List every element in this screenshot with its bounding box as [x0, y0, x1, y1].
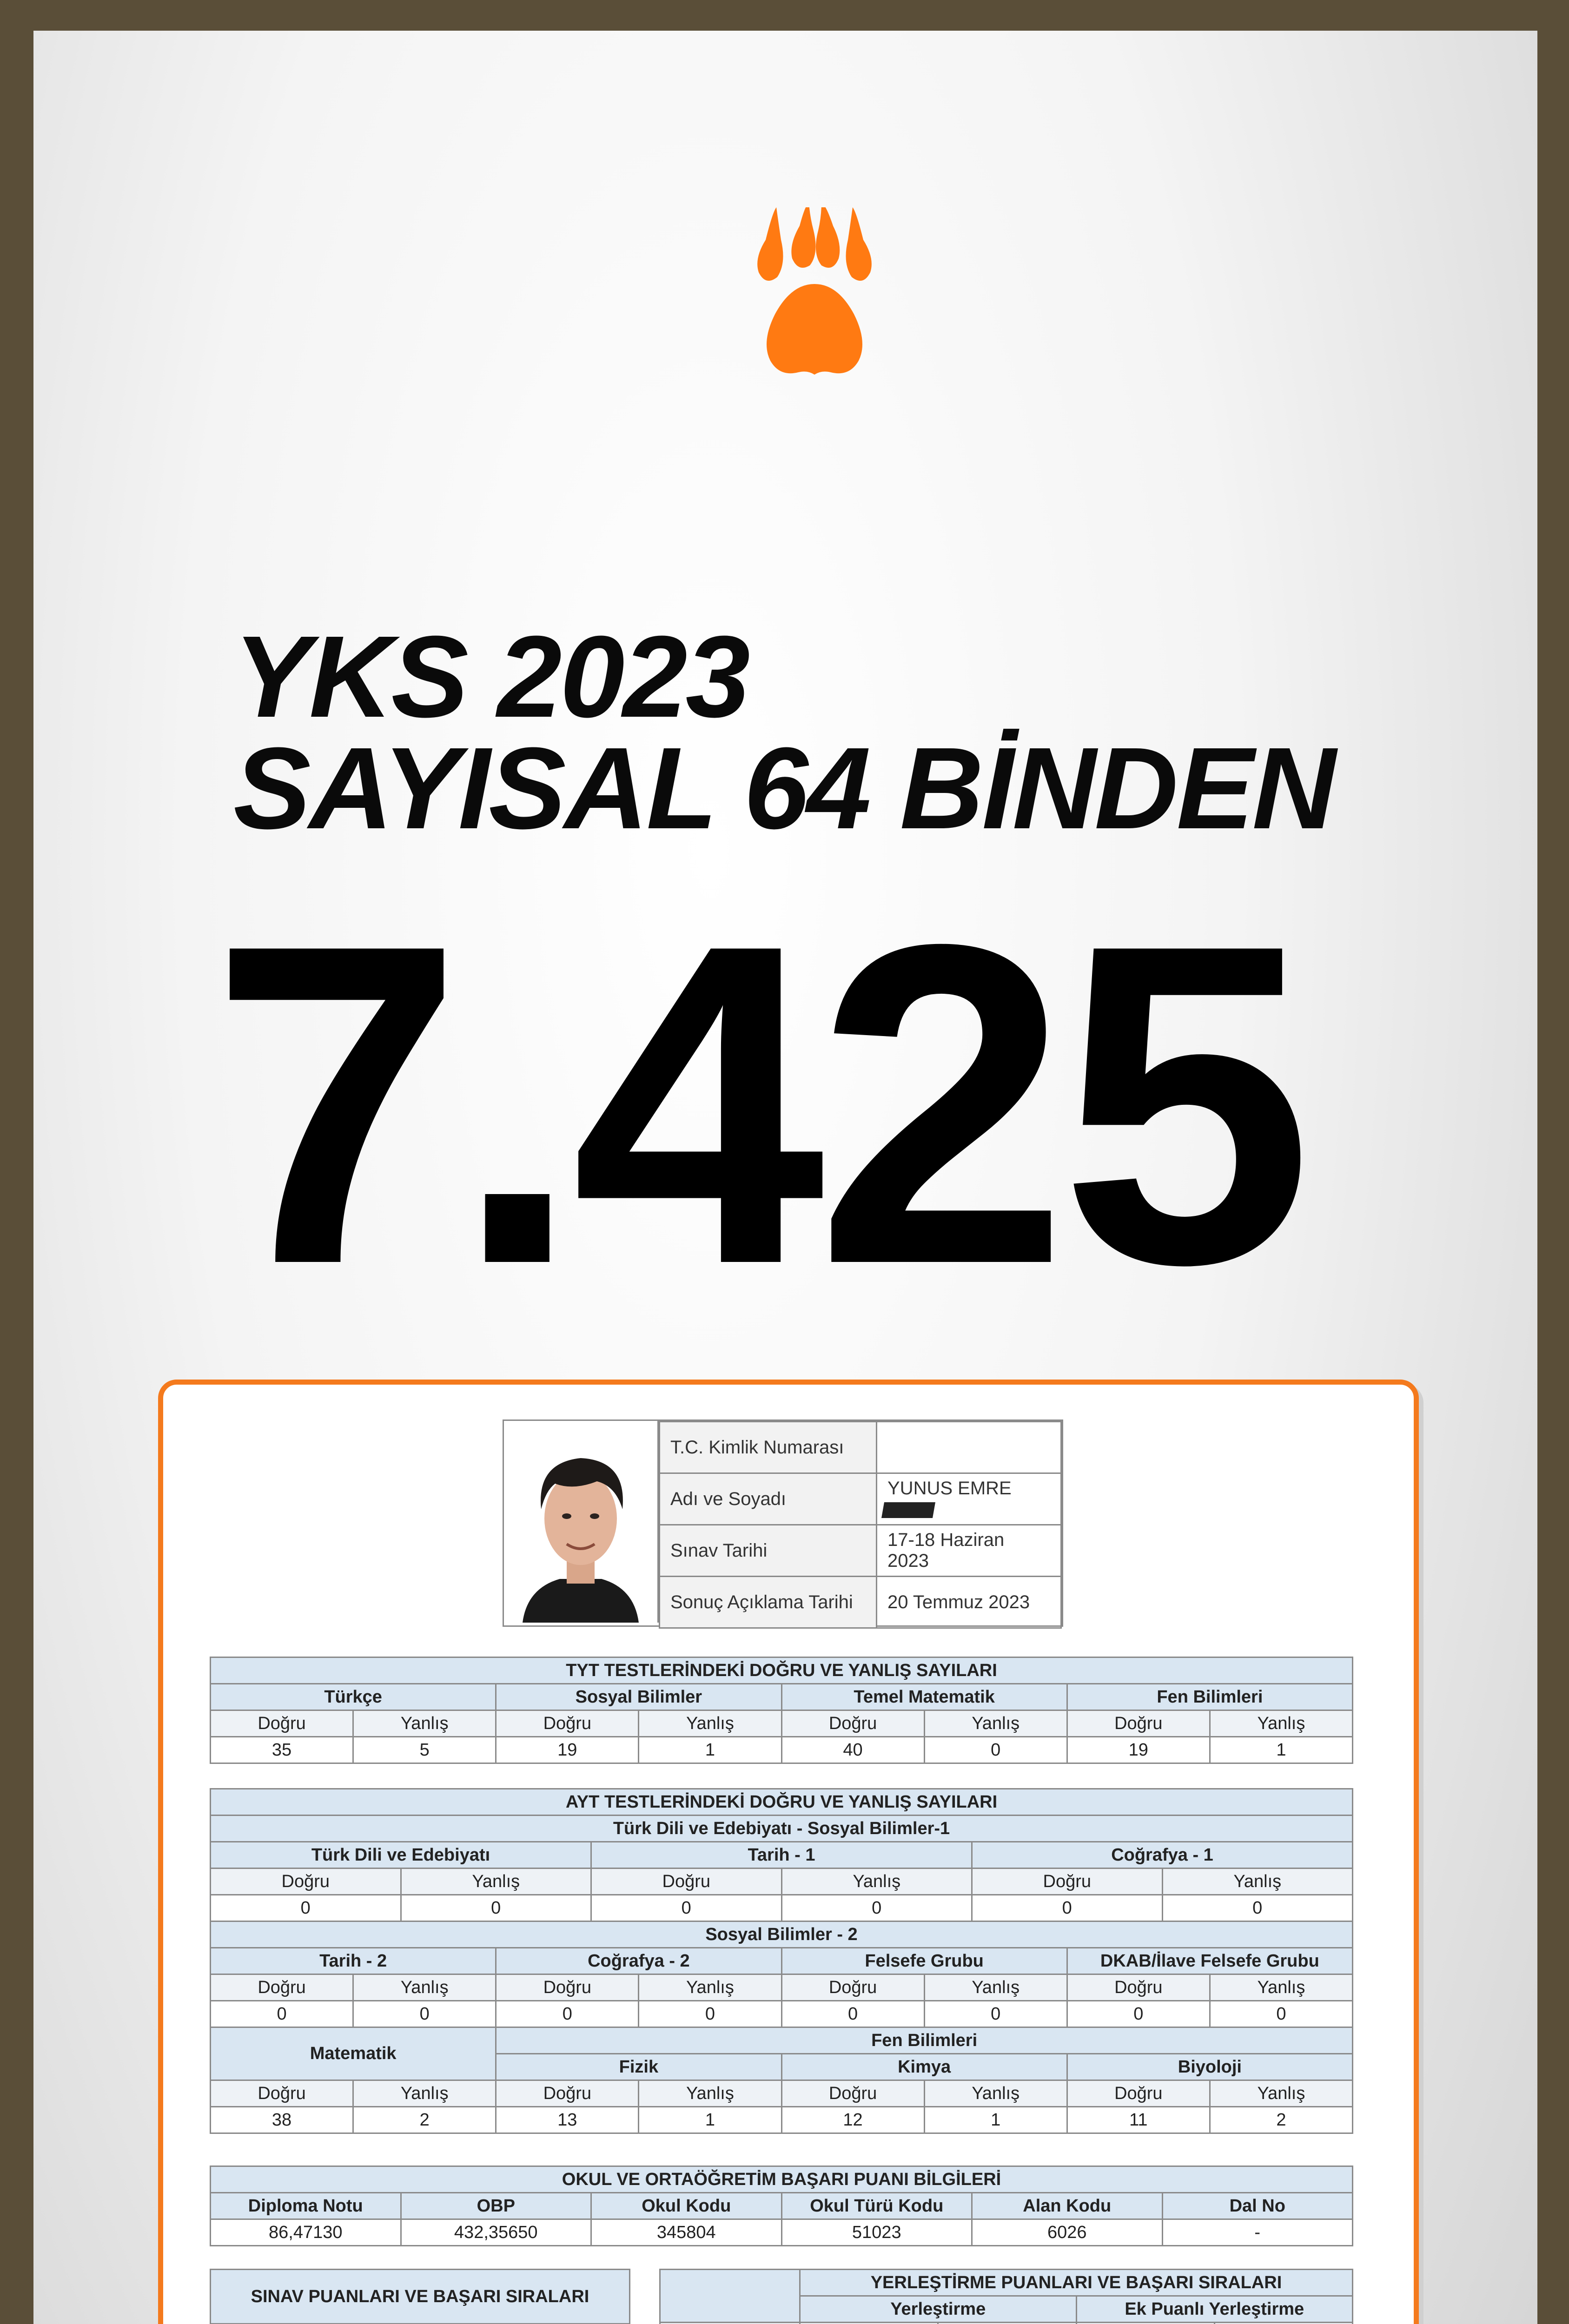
yanlis-header: Yanlış [781, 1868, 972, 1895]
dogru-header: Doğru [211, 1710, 353, 1737]
ayt-value: 2 [1210, 2107, 1352, 2133]
identity-row [660, 1525, 1061, 1577]
tyt-value: 1 [1210, 1737, 1352, 1763]
ayt-value: 0 [1067, 2001, 1210, 2027]
name-value: YUNUS EMRE [887, 1478, 1012, 1499]
placement-corner [660, 2270, 800, 2323]
ayt-value: 13 [496, 2107, 639, 2133]
dogru-header: Doğru [211, 1974, 353, 2001]
ayt-g2-subject: Felsefe Grubu [781, 1948, 1067, 1974]
ayt-value: 0 [1162, 1895, 1353, 1921]
yanlis-header: Yanlış [353, 1710, 496, 1737]
name-label: Adı ve Soyadı [660, 1473, 877, 1525]
school-header: Diploma Notu [211, 2193, 401, 2219]
exam-date-value: 17-18 Haziran 2023 [877, 1525, 1061, 1577]
school-header: Okul Türü Kodu [781, 2193, 972, 2219]
placement-group: Ek Puanlı Yerleştirme [1076, 2296, 1353, 2323]
fen-subject: Biyoloji [1067, 2054, 1352, 2080]
yanlis-header: Yanlış [401, 1868, 591, 1895]
fen-subject: Kimya [781, 2054, 1067, 2080]
school-value: 6026 [972, 2219, 1163, 2246]
dogru-header: Doğru [211, 2080, 353, 2107]
dogru-header: Doğru [1067, 1974, 1210, 2001]
ayt-g2-subject: Coğrafya - 2 [496, 1948, 781, 1974]
yanlis-header: Yanlış [353, 1974, 496, 2001]
ayt-value: 0 [353, 2001, 496, 2027]
fen-header: Fen Bilimleri [496, 2027, 1353, 2054]
headline [233, 612, 1334, 853]
fen-subject: Fizik [496, 2054, 781, 2080]
yanlis-header: Yanlış [1210, 2080, 1352, 2107]
ayt-g1-subject: Türk Dili ve Edebiyatı [211, 1842, 591, 1868]
dogru-header: Doğru [781, 1710, 924, 1737]
matematik-header: Matematik [211, 2027, 496, 2080]
exam-date-label: Sınav Tarihi [660, 1525, 877, 1577]
name-cell [877, 1473, 1061, 1525]
ayt-value: 12 [781, 2107, 924, 2133]
placement-header [800, 2323, 938, 2324]
yanlis-header: Yanlış [1162, 1868, 1353, 1895]
ayt-g1-subject: Coğrafya - 1 [972, 1842, 1353, 1868]
school-title: OKUL VE ORTAÖĞRETİM BAŞARI PUANI BİLGİLERİ [211, 2166, 1353, 2193]
dogru-header: Doğru [972, 1868, 1163, 1895]
dogru-header: Doğru [781, 2080, 924, 2107]
ayt-g2-subject: DKAB/İlave Felsefe Grubu [1067, 1948, 1352, 1974]
school-header: Dal No [1162, 2193, 1353, 2219]
tyt-subject: Türkçe [211, 1684, 496, 1710]
ayt-group2-title: Sosyal Bilimler - 2 [211, 1921, 1353, 1948]
ayt-title: AYT TESTLERİNDEKİ DOĞRU VE YANLIŞ SAYILARI [211, 1789, 1353, 1816]
yanlis-header: Yanlış [639, 1974, 781, 2001]
tyt-table [210, 1657, 1353, 1764]
ayt-value: 0 [1210, 2001, 1352, 2027]
placement-header [938, 2323, 1076, 2324]
ayt-value: 0 [211, 2001, 353, 2027]
ayt-value: 0 [639, 2001, 781, 2027]
ayt-value: 38 [211, 2107, 353, 2133]
dogru-header: Doğru [1067, 2080, 1210, 2107]
placement-table [659, 2269, 1353, 2324]
yanlis-header: Yanlış [924, 1974, 1067, 2001]
school-table [210, 2166, 1353, 2246]
school-value: 86,47130 [211, 2219, 401, 2246]
ayt-value: 0 [924, 2001, 1067, 2027]
tyt-value: 19 [496, 1737, 639, 1763]
tyt-subject: Fen Bilimleri [1067, 1684, 1352, 1710]
tyt-value: 35 [211, 1737, 353, 1763]
id-label: T.C. Kimlik Numarası [660, 1422, 877, 1473]
ayt-table [210, 1788, 1353, 2134]
placement-group: Yerleştirme [800, 2296, 1077, 2323]
ayt-group1-title: Türk Dili ve Edebiyatı - Sosyal Bilimler-1 [211, 1816, 1353, 1842]
dogru-header: Doğru [591, 1868, 782, 1895]
yanlis-header: Yanlış [639, 1710, 781, 1737]
scores-title: SINAV PUANLARI VE BAŞARI SIRALARI [211, 2270, 630, 2324]
result-document-card [158, 1380, 1419, 2324]
dogru-header: Doğru [496, 1974, 639, 2001]
identity-table [659, 1421, 1062, 1629]
tyt-subject: Temel Matematik [781, 1684, 1067, 1710]
school-header: Okul Kodu [591, 2193, 782, 2219]
redaction-mark [881, 1502, 935, 1518]
student-photo [504, 1421, 659, 1623]
tyt-value: 1 [639, 1737, 781, 1763]
school-header: Alan Kodu [972, 2193, 1163, 2219]
ayt-value: 0 [781, 1895, 972, 1921]
dogru-header: Doğru [781, 1974, 924, 2001]
result-date-label: Sonuç Açıklama Tarihi [660, 1577, 877, 1628]
ayt-value: 0 [972, 1895, 1163, 1921]
ayt-value: 2 [353, 2107, 496, 2133]
ayt-value: 0 [496, 2001, 639, 2027]
school-value: - [1162, 2219, 1353, 2246]
ayt-value: 0 [591, 1895, 782, 1921]
ayt-g2-subject: Tarih - 2 [211, 1948, 496, 1974]
yanlis-header: Yanlış [353, 2080, 496, 2107]
ayt-value: 1 [924, 2107, 1067, 2133]
school-value: 345804 [591, 2219, 782, 2246]
rank-number: 7.425 [210, 850, 1304, 1359]
placement-title: YERLEŞTİRME PUANLARI VE BAŞARI SIRALARI [800, 2270, 1353, 2296]
ayt-g1-subject: Tarih - 1 [591, 1842, 972, 1868]
placement-header [660, 2323, 800, 2324]
identity-row [660, 1473, 1061, 1525]
yanlis-header: Yanlış [639, 2080, 781, 2107]
placement-header [1214, 2323, 1352, 2324]
yanlis-header: Yanlış [1210, 1710, 1352, 1737]
school-value: 51023 [781, 2219, 972, 2246]
identity-block [503, 1419, 1063, 1627]
tyt-subject: Sosyal Bilimler [496, 1684, 781, 1710]
ayt-value: 0 [401, 1895, 591, 1921]
tyt-value: 5 [353, 1737, 496, 1763]
ayt-value: 11 [1067, 2107, 1210, 2133]
placement-header [1076, 2323, 1214, 2324]
yanlis-header: Yanlış [1210, 1974, 1352, 2001]
result-date-value: 20 Temmuz 2023 [877, 1577, 1061, 1628]
identity-row [660, 1422, 1061, 1473]
ayt-value: 0 [211, 1895, 401, 1921]
yanlis-header: Yanlış [924, 2080, 1067, 2107]
ayt-value: 1 [639, 2107, 781, 2133]
dogru-header: Doğru [1067, 1710, 1210, 1737]
paw-print-icon [740, 207, 889, 389]
ayt-value: 0 [781, 2001, 924, 2027]
headline-line2: SAYISAL 64 BİNDEN [233, 723, 1334, 853]
id-value [877, 1422, 1061, 1473]
school-value: 432,35650 [401, 2219, 591, 2246]
tyt-value: 40 [781, 1737, 924, 1763]
dogru-header: Doğru [211, 1868, 401, 1895]
identity-row [660, 1577, 1061, 1628]
headline-line1: YKS 2023 [233, 612, 748, 741]
tyt-value: 0 [924, 1737, 1067, 1763]
dogru-header: Doğru [496, 1710, 639, 1737]
tyt-title: TYT TESTLERİNDEKİ DOĞRU VE YANLIŞ SAYILARI [211, 1657, 1353, 1684]
tyt-value: 19 [1067, 1737, 1210, 1763]
scores-table [210, 2269, 630, 2324]
school-header: OBP [401, 2193, 591, 2219]
dogru-header: Doğru [496, 2080, 639, 2107]
yanlis-header: Yanlış [924, 1710, 1067, 1737]
